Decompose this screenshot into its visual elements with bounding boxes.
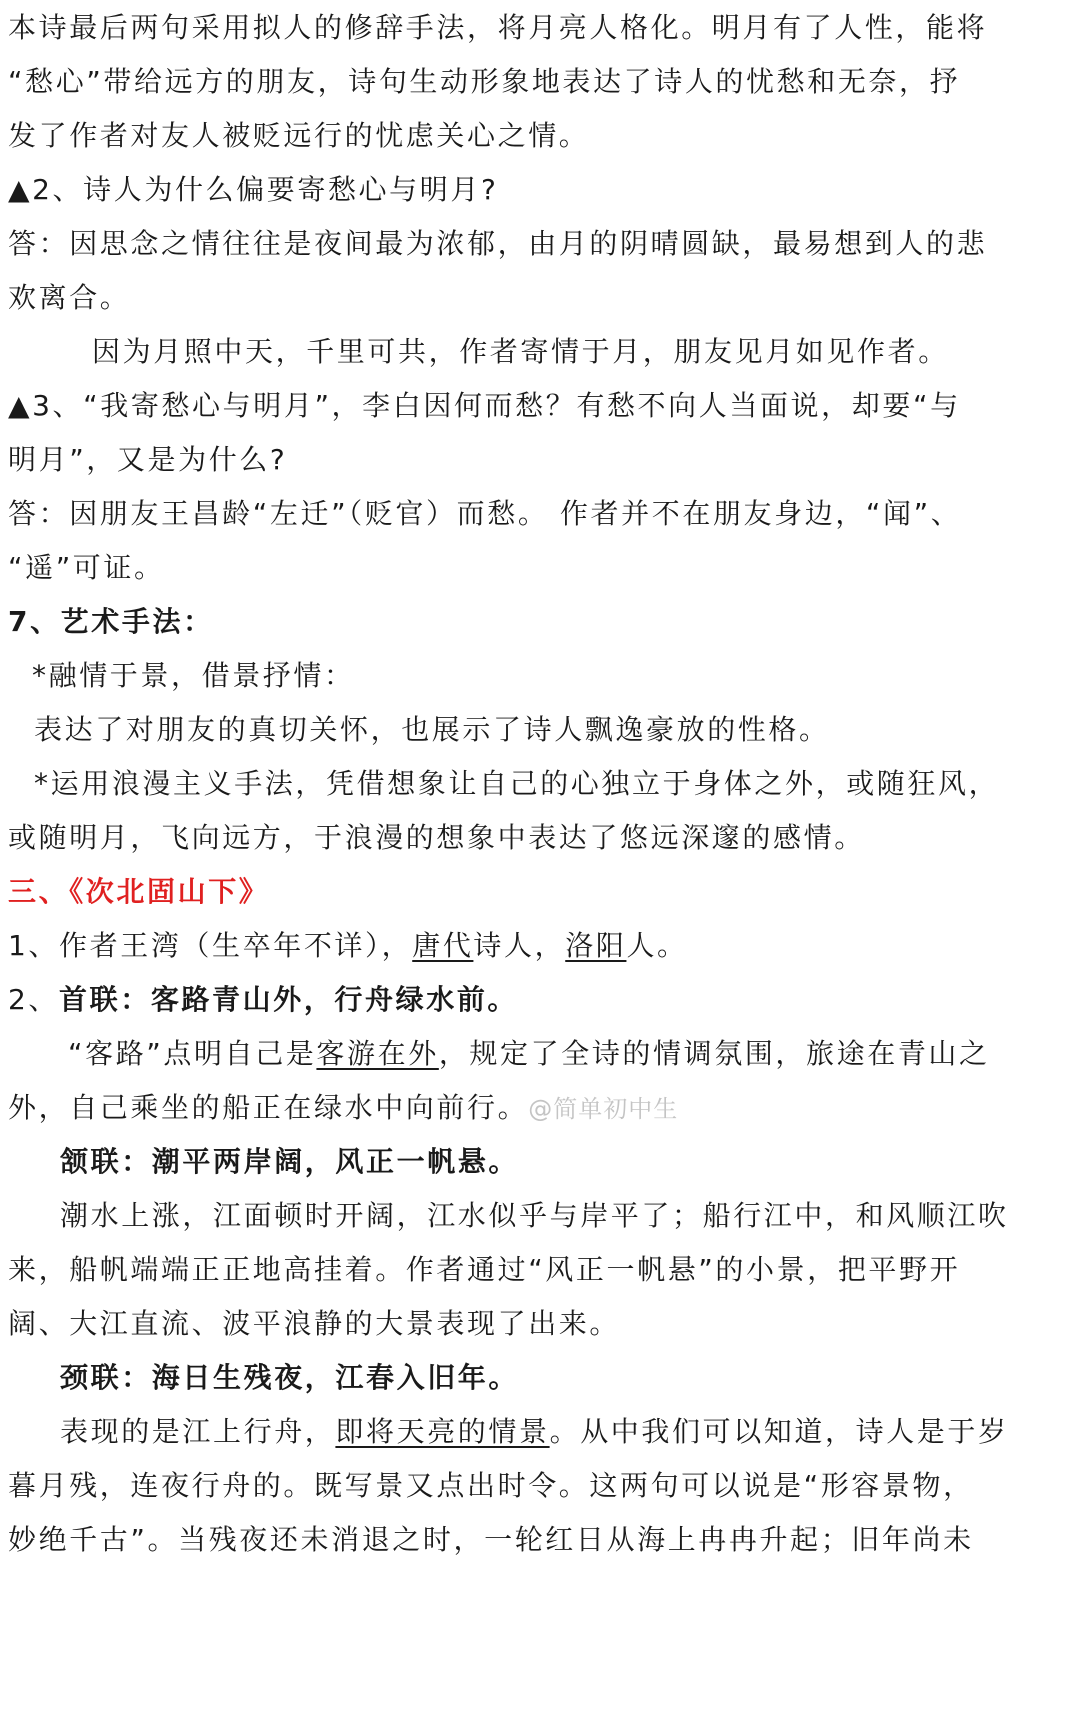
first-couplet-line bbox=[8, 980, 518, 1020]
third-couplet: 颈联：海日生残夜，江春入旧年。 bbox=[60, 1361, 520, 1394]
text-span: 表现的是江上行舟， bbox=[60, 1415, 336, 1448]
text-line: 发了作者对友人被贬远行的忧虑关心之情。 bbox=[8, 119, 590, 152]
text-line bbox=[60, 1412, 1009, 1452]
text-span: “客路”点明自己是 bbox=[68, 1037, 317, 1070]
author-text: 1、作者王湾（生卒年不详）， bbox=[8, 929, 413, 962]
text-line: 暮月残，连夜行舟的。既写景又点出时令。这两句可以说是“形容景物， bbox=[8, 1469, 974, 1502]
text-line: 阔、大江直流、波平浪静的大景表现了出来。 bbox=[8, 1307, 621, 1340]
text-line: “遥”可证。 bbox=[8, 551, 165, 584]
underlined-phrase: 即将天亮的情景 bbox=[335, 1415, 550, 1448]
answer-2: 答：因思念之情往往是夜间最为浓郁，由月的阴晴圆缺，最易想到人的悲 bbox=[8, 227, 988, 260]
text-line: 妙绝千古”。当残夜还未消退之时，一轮红日从海上冉冉升起；旧年尚未 bbox=[8, 1523, 974, 1556]
text-line: 来，船帆端端正正地高挂着。作者通过“风正一帆悬”的小景，把平野开 bbox=[8, 1253, 961, 1286]
text-line: 潮水上涨，江面顿时开阔，江水似乎与岸平了；船行江中，和风顺江吹 bbox=[60, 1199, 1009, 1232]
text-line: 或随明月，飞向远方，于浪漫的想象中表达了悠远深邃的感情。 bbox=[8, 821, 865, 854]
question-2: ▲2、诗人为什么偏要寄愁心与明月? bbox=[8, 173, 499, 206]
question-3: ▲3、“我寄愁心与明月”，李白因何而愁？有愁不向人当面说，却要“与 bbox=[8, 389, 961, 422]
underlined-phrase: 客游在外 bbox=[316, 1037, 439, 1070]
author-line bbox=[8, 926, 688, 966]
text-line bbox=[8, 1088, 678, 1128]
text-line bbox=[68, 1034, 990, 1074]
text-span: 外，自己乘坐的船正在绿水中向前行。 bbox=[8, 1091, 529, 1124]
section-title-ci-beigu-shan-xia: 三、《次北固山下》 bbox=[8, 875, 270, 908]
author-text: 人。 bbox=[626, 929, 688, 962]
technique-item-1: *融情于景，借景抒情： bbox=[32, 659, 355, 692]
underlined-hometown: 洛阳 bbox=[565, 929, 627, 962]
second-couplet: 颔联：潮平两岸阔，风正一帆悬。 bbox=[60, 1145, 520, 1178]
item-number: 2、 bbox=[8, 983, 60, 1016]
text-span: ，规定了全诗的情调氛围，旅途在青山之 bbox=[438, 1037, 990, 1070]
first-couplet: 首联：客路青山外，行舟绿水前。 bbox=[59, 983, 519, 1016]
text-span: 。从中我们可以知道，诗人是于岁 bbox=[549, 1415, 1009, 1448]
text-line: 本诗最后两句采用拟人的修辞手法，将月亮人格化。明月有了人性，能将 bbox=[8, 11, 988, 44]
section-heading-art-technique: 7、艺术手法： bbox=[8, 605, 214, 638]
answer-3: 答：因朋友王昌龄“左迁”（贬官）而愁。 作者并不在朋友身边，“闻”、 bbox=[8, 497, 962, 530]
text-line: 因为月照中天，千里可共，作者寄情于月，朋友见月如见作者。 bbox=[92, 335, 949, 368]
author-text: 诗人， bbox=[473, 929, 566, 962]
text-line: “愁心”带给远方的朋友，诗句生动形象地表达了诗人的忧愁和无奈，抒 bbox=[8, 65, 961, 98]
underlined-dynasty: 唐代 bbox=[412, 929, 474, 962]
watermark: @简单初中生 bbox=[528, 1095, 679, 1123]
text-line: 表达了对朋友的真切关怀，也展示了诗人飘逸豪放的性格。 bbox=[34, 713, 830, 746]
text-line: 明月”，又是为什么? bbox=[8, 443, 288, 476]
technique-item-2: *运用浪漫主义手法，凭借想象让自己的心独立于身体之外，或随狂风， bbox=[34, 767, 1000, 800]
text-line: 欢离合。 bbox=[8, 281, 131, 314]
